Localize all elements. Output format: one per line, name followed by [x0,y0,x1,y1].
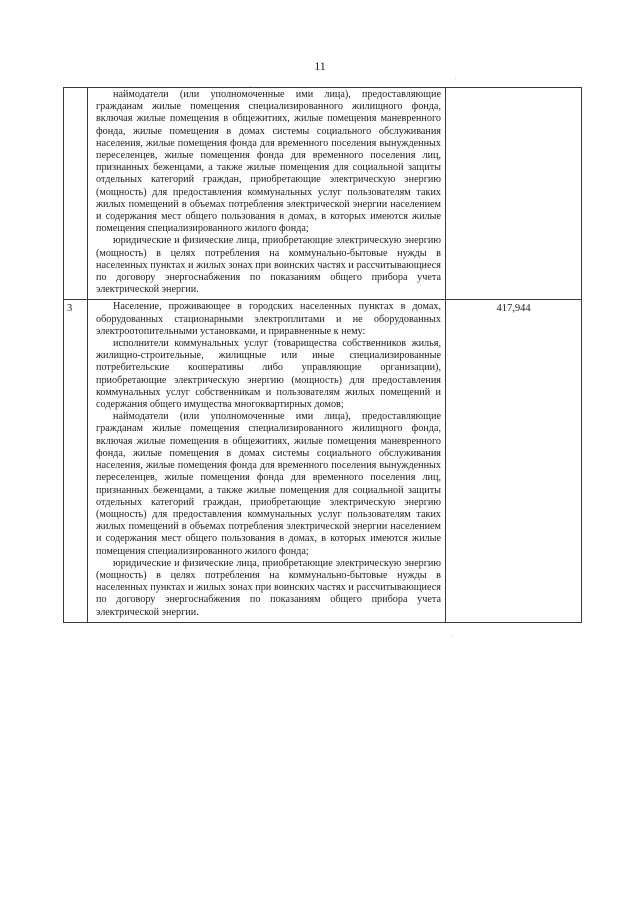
paragraph: исполнители коммунальных услуг (товарищества собственников жилья, жилищно-строительные, жилищные или иные специализированные потребительские кооперативы либо управляющие организации), приобретающие электрическую энергию (мощность) для предоставления коммунальных услуг собственникам и пользователям жилых помещений и содержания общего имущества многоквартирных домов; [96,338,441,411]
scan-speck [455,78,456,79]
table-row [64,300,582,622]
paragraph: юридические и физические лица, приобретающие электрическую энергию (мощность) в целях потребления на коммунально-бытовые нужды в населенных пунктах и жилых зонах при воинских частях и рассчитывающиеся по договору энергоснабжения по показаниям общего прибора учета электрической энергии. [96,235,441,296]
table-row [64,88,582,300]
row-number-cell [64,88,88,300]
tariff-table [63,87,582,623]
paragraph: юридические и физические лица, приобретающие электрическую энергию (мощность) в целях потребления на коммунально-бытовые нужды в населенных пунктах и жилых зонах при воинских частях и рассчитывающиеся по договору энергоснабжения по показаниям общего прибора учета электрической энергии. [96,557,441,618]
scan-speck [250,86,251,87]
paragraph: наймодатели (или уполномоченные ими лица), предоставляющие гражданам жилые помещения специализированного жилищного фонда, включая жилые помещения в общежитиях, жилые помещения маневренного фонда, жилые помещения в домах системы социального обслуживания населения, жилые помещения фонда для временного поселения вынужденных переселенцев, жилые помещения фонда для временного поселения лиц, признанных беженцами, а также жилые помещения для социальной защиты отдельных категорий граждан, приобретающие электрическую энергию (мощность) для предоставления коммунальных услуг пользователям таких жилых помещений в объемах потребления электрической энергии населением и содержания мест общего пользования в домах, в которых имеются жилые помещения специализированного жилого фонда; [96,411,441,557]
row-value-cell: 417,944 [446,300,582,622]
row-value-cell [446,88,582,300]
page-number: 11 [314,59,326,73]
paragraph: наймодатели (или уполномоченные ими лица), предоставляющие гражданам жилые помещения специализированного жилищного фонда, включая жилые помещения в общежитиях, жилые помещения маневренного фонда, жилые помещения в домах системы социального обслуживания населения, жилые помещения фонда для временного поселения вынужденных переселенцев, жилые помещения фонда для временного поселения лиц, признанных беженцами, а также жилые помещения для социальной защиты отдельных категорий граждан, приобретающие электрическую энергию (мощность) для предоставления коммунальных услуг пользователям таких жилых помещений в объемах потребления электрической энергии населением и содержания мест общего пользования в домах, в которых имеются жилые помещения специализированного жилого фонда; [96,89,441,235]
row-description-cell [88,88,446,300]
row-description-cell [88,300,446,622]
scan-speck [452,636,453,637]
row-number-cell: 3 [64,300,88,622]
paragraph: Население, проживающее в городских населенных пунктах в домах, оборудованных стационарными электроплитами и не оборудованных электроотопительными установками, и приравненные к нему: [96,301,441,337]
